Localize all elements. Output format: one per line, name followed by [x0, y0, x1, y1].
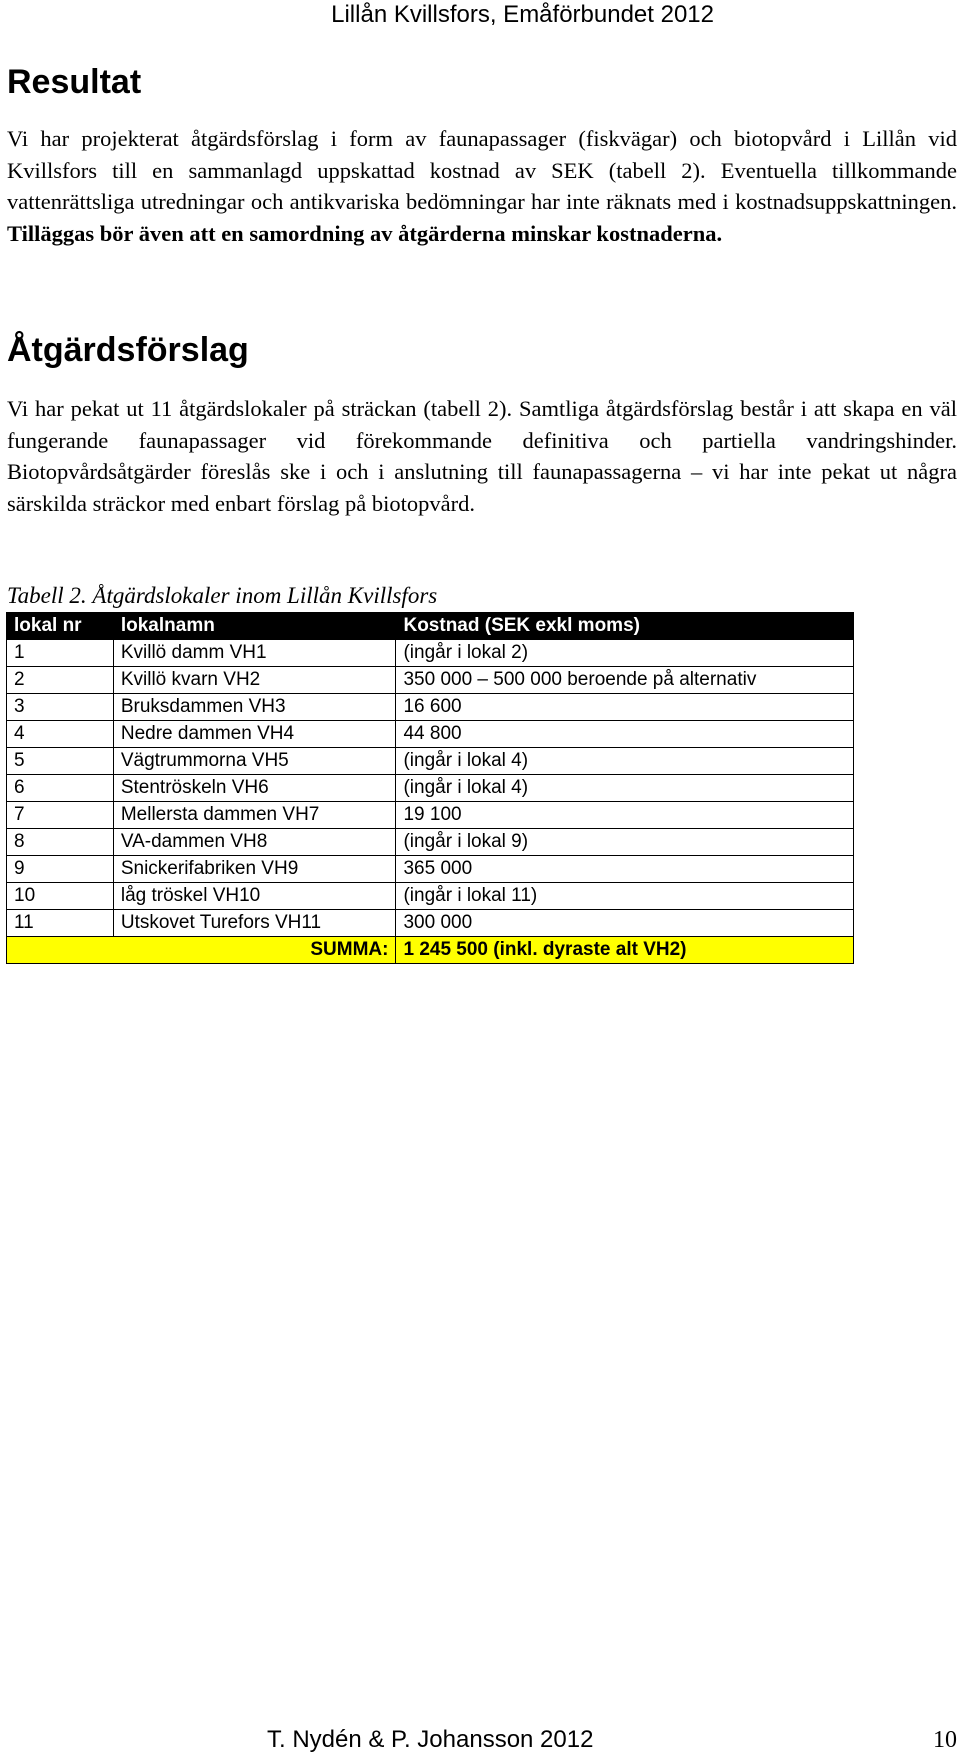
table-row — [7, 640, 854, 667]
cost-table — [6, 612, 854, 964]
resultat-paragraph — [7, 123, 957, 249]
cell-lokal-nr: 9 — [7, 856, 114, 883]
table-row — [7, 856, 854, 883]
resultat-paragraph-emphasis: Tilläggas bör även att en samordning av åtgärderna minskar kostnaderna. — [7, 220, 723, 246]
section-heading-resultat: Resultat — [7, 63, 142, 101]
summa-row — [7, 937, 854, 964]
cell-kostnad: 350 000 – 500 000 beroende på alternativ — [396, 667, 854, 694]
table-row — [7, 775, 854, 802]
page-number: 10 — [933, 1727, 957, 1753]
cell-lokal-nr: 8 — [7, 829, 114, 856]
cell-lokal-nr: 11 — [7, 910, 114, 937]
cell-lokalnamn: Mellersta dammen VH7 — [113, 802, 396, 829]
cell-lokal-nr: 7 — [7, 802, 114, 829]
table-body — [7, 640, 854, 964]
cell-lokalnamn: Bruksdammen VH3 — [113, 694, 396, 721]
cell-lokalnamn: Kvillö damm VH1 — [113, 640, 396, 667]
cell-kostnad: (ingår i lokal 9) — [396, 829, 854, 856]
cell-lokalnamn: låg tröskel VH10 — [113, 883, 396, 910]
table-row — [7, 694, 854, 721]
table-row — [7, 829, 854, 856]
cell-lokal-nr: 4 — [7, 721, 114, 748]
table-row — [7, 721, 854, 748]
table-caption: Tabell 2. Åtgärdslokaler inom Lillån Kvillsfors — [7, 583, 438, 608]
cell-kostnad: (ingår i lokal 4) — [396, 748, 854, 775]
cell-lokal-nr: 10 — [7, 883, 114, 910]
cell-lokalnamn: Nedre dammen VH4 — [113, 721, 396, 748]
cell-lokalnamn: Utskovet Turefors VH11 — [113, 910, 396, 937]
column-header-lokalnamn: lokalnamn — [113, 613, 396, 640]
cell-lokalnamn: VA-dammen VH8 — [113, 829, 396, 856]
cell-kostnad: 365 000 — [396, 856, 854, 883]
summa-value: 1 245 500 (inkl. dyraste alt VH2) — [396, 937, 854, 964]
cell-kostnad: (ingår i lokal 11) — [396, 883, 854, 910]
cell-kostnad: (ingår i lokal 2) — [396, 640, 854, 667]
cell-lokalnamn: Stentröskeln VH6 — [113, 775, 396, 802]
footer-authors: T. Nydén & P. Johansson 2012 — [267, 1726, 594, 1753]
cell-kostnad: 19 100 — [396, 802, 854, 829]
column-header-kostnad: Kostnad (SEK exkl moms) — [396, 613, 854, 640]
cell-lokal-nr: 1 — [7, 640, 114, 667]
summa-label: SUMMA: — [7, 937, 396, 964]
cell-lokal-nr: 6 — [7, 775, 114, 802]
atgardsforslag-paragraph: Vi har pekat ut 11 åtgärdslokaler på sträckan (tabell 2). Samtliga åtgärdsförslag består i att skapa en väl fungerande faunapassager vid förekommande definitiva och partiella vandringshinder. Biotopvårdsåtgärder föreslås ske i och i anslutning till faunapassagerna – vi har inte pekat ut några särskilda sträckor med enbart förslag på biotopvård. — [7, 396, 957, 516]
table-row — [7, 667, 854, 694]
cell-lokal-nr: 3 — [7, 694, 114, 721]
cell-kostnad: 16 600 — [396, 694, 854, 721]
table-row — [7, 883, 854, 910]
section-heading-atgardsforslag: Åtgärdsförslag — [7, 331, 249, 369]
table-row — [7, 910, 854, 937]
cell-lokal-nr: 2 — [7, 667, 114, 694]
running-header: Lillån Kvillsfors, Emåförbundet 2012 — [331, 1, 714, 28]
cell-lokalnamn: Snickerifabriken VH9 — [113, 856, 396, 883]
column-header-lokal-nr: lokal nr — [7, 613, 114, 640]
cell-lokalnamn: Vägtrummorna VH5 — [113, 748, 396, 775]
table-header-row — [7, 613, 854, 640]
cell-kostnad: 44 800 — [396, 721, 854, 748]
table-row — [7, 748, 854, 775]
cell-kostnad: 300 000 — [396, 910, 854, 937]
table-row — [7, 802, 854, 829]
cell-kostnad: (ingår i lokal 4) — [396, 775, 854, 802]
resultat-paragraph-text: Vi har projekterat åtgärdsförslag i form av faunapassager (fiskvägar) och biotopvård i Lillån vid Kvillsfors till en sammanlagd uppskattad kostnad av SEK (tabell 2). Eventuella tillkommande vattenrättsliga utredningar och antikvariska bedömningar har inte räknats med i kostnadsuppskattningen. — [7, 126, 957, 214]
cell-lokalnamn: Kvillö kvarn VH2 — [113, 667, 396, 694]
cell-lokal-nr: 5 — [7, 748, 114, 775]
